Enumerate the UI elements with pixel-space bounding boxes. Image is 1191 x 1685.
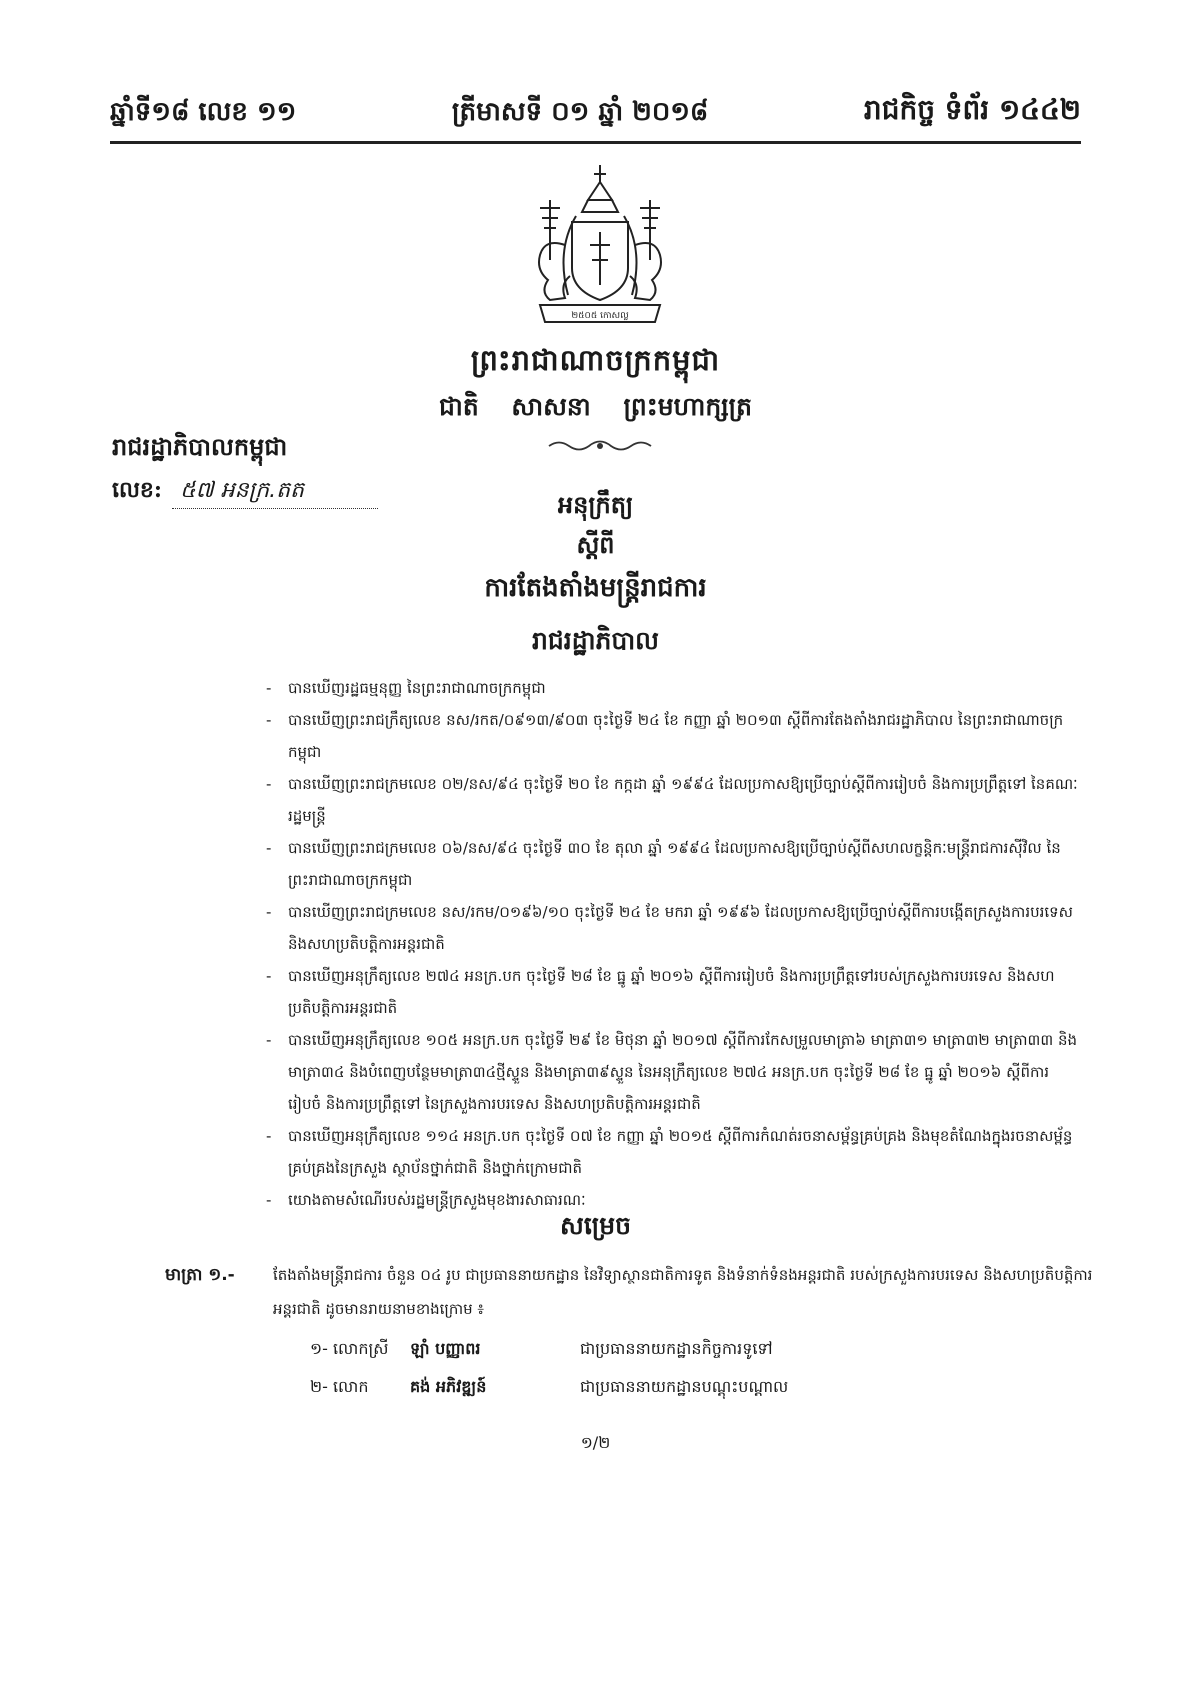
consideration-item: - បានឃើញអនុក្រឹត្យលេខ ២៧៤ អនក្រ.បក ចុះថ្ងៃទី ២៨ ខែ ធ្នូ ឆ្នាំ ២០១៦ ស្តីពីការរៀបចំ និងការប្រព្រឹត្តទៅរបស់ក្រសួងការបរទេស និងសហប្រតិបត្តិការអន្តរជាតិ bbox=[276, 960, 1081, 1024]
reference-value: ៥៧ អនក្រ.តត bbox=[172, 476, 378, 509]
document-about: ស្តីពី bbox=[576, 530, 615, 559]
issue-number: ឆ្នាំទី១៨ លេខ ១១ bbox=[110, 97, 297, 127]
kingdom-name: ព្រះរាជាណាចក្រកម្ពុជា bbox=[470, 343, 721, 377]
consideration-item: - បានឃើញអនុក្រឹត្យលេខ ១១៤ អនក្រ.បក ចុះថ្ងៃទី ០៧ ខែ កញ្ញា ឆ្នាំ ២០១៥ ស្តីពីការកំណត់រចនាសម្ព័ន្ធគ្រប់គ្រង និងមុខតំណែងក្នុងរចនាសម្ព័ន្ធគ្រប់គ្រងនៃក្រសួង ស្ថាប័នថ្នាក់ជាតិ និងថ្នាក់ក្រោមជាតិ bbox=[276, 1120, 1081, 1184]
appointee-position: ជាប្រធាននាយកដ្ឋានបណ្តុះបណ្តាល bbox=[580, 1377, 789, 1396]
appointee-title: ២- លោក bbox=[310, 1377, 369, 1396]
gazette-page-number: រាជកិច្ច ទំព័រ ១៤៤២ bbox=[863, 93, 1081, 126]
decision-heading: សម្រេច bbox=[560, 1211, 631, 1240]
issuing-authority: រាជរដ្ឋាភិបាលកម្ពុជា bbox=[112, 432, 288, 461]
page-number: ១/២ bbox=[580, 1433, 611, 1452]
gazette-header bbox=[110, 92, 1081, 133]
appointee-title: ១- លោកស្រី bbox=[310, 1339, 389, 1358]
article-label: មាត្រា ១.- bbox=[165, 1265, 235, 1285]
national-motto: ជាតិ សាសនា ព្រះមហាក្សត្រ bbox=[439, 392, 752, 421]
considerations-list bbox=[276, 672, 1081, 1216]
emblem-scroll-text: ២៥០៥ កោសល្ល bbox=[571, 311, 629, 321]
consideration-item: - បានឃើញរដ្ឋធម្មនុញ្ញ នៃព្រះរាជាណាចក្រកម្ពុជា bbox=[276, 672, 1081, 704]
appointee-name: គង់ អភិវឌ្ឍន៍ bbox=[410, 1377, 487, 1396]
consideration-item: - បានឃើញព្រះរាជក្រឹត្យលេខ នស/រកត/០៩១៣/៩០៣ ចុះថ្ងៃទី ២៤ ខែ កញ្ញា ឆ្នាំ ២០១៣ ស្តីពីការតែងតាំងរាជរដ្ឋាភិបាល នៃព្រះរាជាណាចក្រកម្ពុជា bbox=[276, 704, 1081, 768]
reference-label: លេខ: bbox=[112, 477, 163, 503]
government-heading: រាជរដ្ឋាភិបាល bbox=[532, 626, 659, 655]
header-divider bbox=[110, 141, 1081, 144]
appointee-name: ឡាំ បញ្ញាពរ bbox=[410, 1339, 481, 1358]
ornament-divider-icon bbox=[545, 437, 655, 455]
appointee-position: ជាប្រធាននាយកដ្ឋានកិច្ចការទូទៅ bbox=[580, 1339, 773, 1358]
consideration-item: - បានឃើញអនុក្រឹត្យលេខ ១០៥ អនក្រ.បក ចុះថ្ងៃទី ២៩ ខែ មិថុនា ឆ្នាំ ២០១៧ ស្តីពីការកែសម្រួលមាត្រា៦ មាត្រា៣១ មាត្រា៣២ មាត្រា៣៣ និងមាត្រា៣៤ និងបំពេញបន្ថែមមាត្រា៣៤ថ្មីស្ទួន និងមាត្រា៣៩ស្ទួន នៃអនុក្រឹត្យលេខ ២៧៤ អនក្រ.បក ចុះថ្ងៃទី ២៨ ខែ ធ្នូ ឆ្នាំ ២០១៦ ស្តីពីការរៀបចំ និងការប្រព្រឹត្តទៅ នៃក្រសួងការបរទេស និងសហប្រតិបត្តិការអន្តរជាតិ bbox=[276, 1024, 1081, 1120]
consideration-item: - បានឃើញព្រះរាជក្រមលេខ ០២/នស/៩៤ ចុះថ្ងៃទី ២០ ខែ កក្កដា ឆ្នាំ ១៩៩៤ ដែលប្រកាសឱ្យប្រើច្បាប់ស្តីពីការរៀបចំ និងការប្រព្រឹត្តទៅ នៃគណៈរដ្ឋមន្ត្រី bbox=[276, 768, 1081, 832]
consideration-item: - យោងតាមសំណើរបស់រដ្ឋមន្ត្រីក្រសួងមុខងារសាធារណៈ bbox=[276, 1184, 1081, 1216]
appointee-row bbox=[310, 1338, 773, 1362]
article-1 bbox=[165, 1258, 1095, 1326]
article-text: តែងតាំងមន្ត្រីរាជការ ចំនួន ០៤ រូប ជាប្រធាននាយកដ្ឋាន នៃវិទ្យាស្ថានជាតិការទូត និងទំនាក់ទំនងអន្តរជាតិ របស់ក្រសួងការបរទេស និងសហប្រតិបត្តិការអន្តរជាតិ ដូចមានរាយនាមខាងក្រោម ៖ bbox=[273, 1266, 1093, 1318]
royal-coat-of-arms-icon bbox=[510, 160, 690, 335]
consideration-item: - បានឃើញព្រះរាជក្រមលេខ ០៦/នស/៩៤ ចុះថ្ងៃទី ៣០ ខែ តុលា ឆ្នាំ ១៩៩៤ ដែលប្រកាសឱ្យប្រើច្បាប់ស្តីពីសហលក្ខន្តិកៈមន្ត្រីរាជការស៊ីវិល នៃព្រះរាជាណាចក្រកម្ពុជា bbox=[276, 832, 1081, 896]
document-type: អនុក្រឹត្យ bbox=[557, 490, 634, 519]
document-subject: ការតែងតាំងមន្ត្រីរាជការ bbox=[484, 573, 707, 603]
consideration-item: - បានឃើញព្រះរាជក្រមលេខ នស/រកម/០១៩៦/១០ ចុះថ្ងៃទី ២៤ ខែ មករា ឆ្នាំ ១៩៩៦ ដែលប្រកាសឱ្យប្រើច្បាប់ស្តីពីការបង្កើតក្រសួងការបរទេស និងសហប្រតិបត្តិការអន្តរជាតិ bbox=[276, 896, 1081, 960]
issue-date: ត្រីមាសទី ០១ ឆ្នាំ ២០១៨ bbox=[451, 97, 709, 127]
appointee-row bbox=[310, 1376, 788, 1400]
